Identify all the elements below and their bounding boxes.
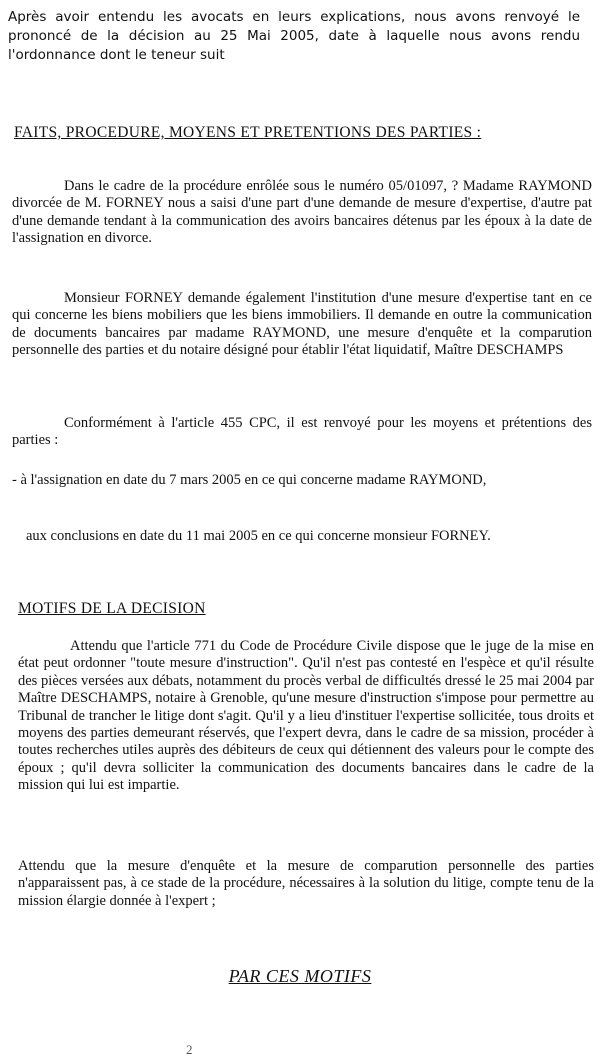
page-mark: 2: [186, 1042, 193, 1057]
paragraph-article-771: Attendu que l'article 771 du Code de Procédure Civile dispose que le juge de la mise en état peut ordonner "toute mesure d'instruction". Qu'il n'est pas contesté en l'espèce et qu'il résulte des pièces versées aux débats, notamment du procès verbal de difficultés dressé le 25 mai 2004 par Maître DESCHAMPS, notaire à Grenoble, qu'une mesure d'instruction s'impose pour permettre au Tribunal de trancher le litige dont s'agit. Qu'il y a lieu d'instituer l'expertise sollicitée, tous droits et moyens des parties demeurant réservés, que l'expert devra, dans le cadre de sa mission, procéder à toutes recherches utiles auprès des débiteurs de ceux qui détiennent des valeurs pour le compte des époux ; qu'il devra solliciter la communication des documents bancaires dans le cadre de la mission qui lui est impartie.: [18, 638, 594, 794]
section-title-par-ces-motifs: PAR CES MOTIFS: [228, 966, 372, 986]
list-item-assignation: - à l'assignation en date du 7 mars 2005 en ce qui concerne madame RAYMOND,: [12, 472, 487, 488]
list-item-conclusions: aux conclusions en date du 11 mai 2005 en ce qui concerne monsieur FORNEY.: [26, 528, 491, 544]
paragraph-enquete: Attendu que la mesure d'enquête et la mesure de comparution personnelle des parties n'apparaissent pas, à ce stade de la procédure, nécessaires à la solution du litige, compte tenu de la mission élargie donnée à l'expert ;: [18, 858, 594, 909]
paragraph-procedure: Dans le cadre de la procédure enrôlée sous le numéro 05/01097, ? Madame RAYMOND divorcée de M. FORNEY nous a saisi d'une part d'une demande de mesure d'expertise, d'autre pat d'une demande tendant à la communication des avoirs bancaires détenus par les époux à la date de l'assignation en divorce.: [12, 178, 592, 247]
section-title-motifs: MOTIFS DE LA DECISION: [18, 600, 206, 617]
paragraph-article-455: Conformément à l'article 455 CPC, il est renvoyé pour les moyens et prétentions des parties :: [12, 415, 592, 449]
intro-paragraph: Après avoir entendu les avocats en leurs explications, nous avons renvoyé le prononcé de la décision au 25 Mai 2005, date à laquelle nous avons rendu l'ordonnance dont le teneur suit: [8, 9, 580, 63]
section-title-faits: FAITS, PROCEDURE, MOYENS ET PRETENTIONS DES PARTIES :: [14, 124, 482, 141]
paragraph-forney-demands: Monsieur FORNEY demande également l'institution d'une mesure d'expertise tant en ce qui concerne les biens mobiliers que les biens immobiliers. Il demande en outre la communication de documents bancaires par madame RAYMOND, une mesure d'enquête et la comparution personnelle des parties et du notaire désigné pour établir l'état liquidatif, Maître DESCHAMPS: [12, 290, 592, 359]
